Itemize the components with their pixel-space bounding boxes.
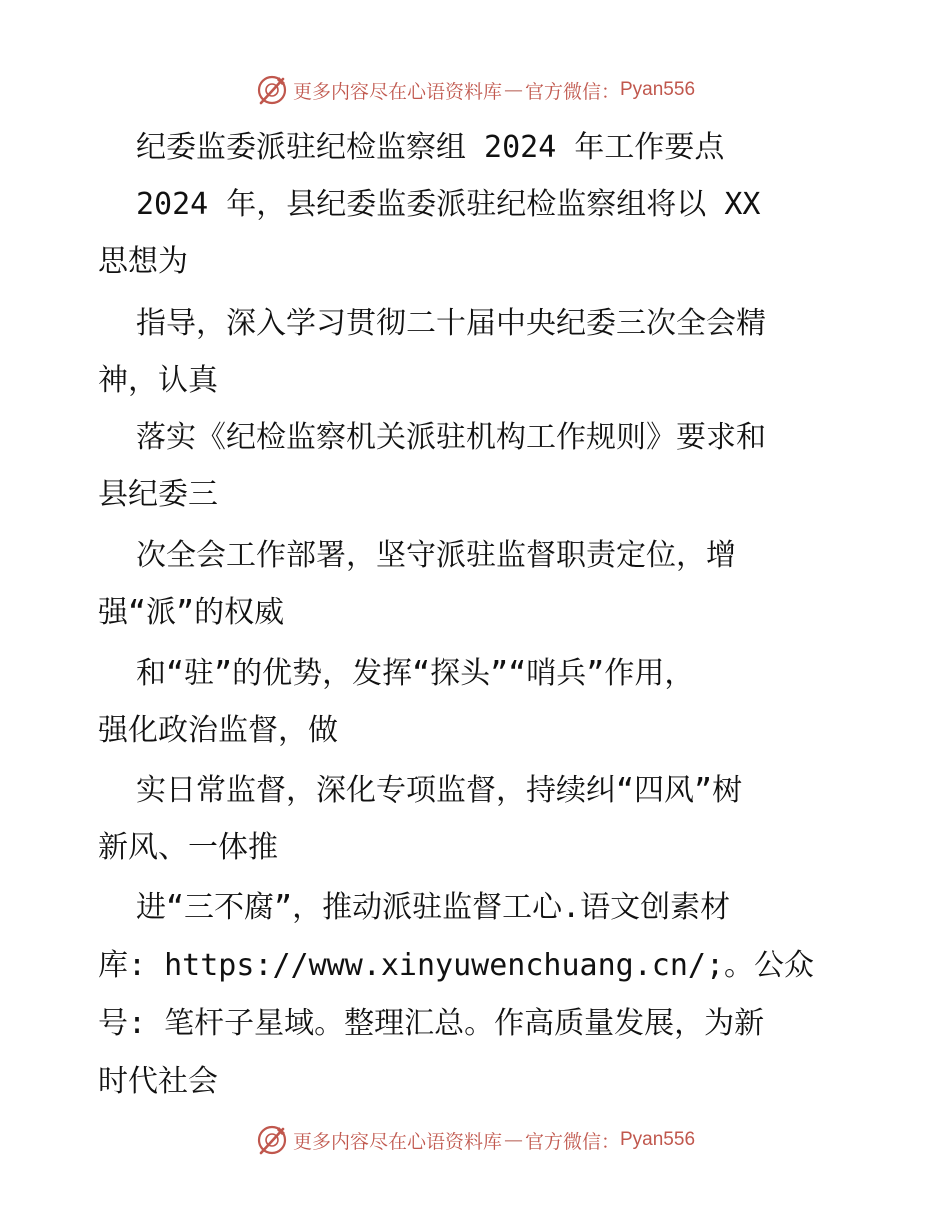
doc-line: 时代社会 (98, 1064, 218, 1099)
doc-line: 神，认真 (98, 363, 218, 398)
banner-dash: — (503, 79, 523, 101)
doc-line: 库: https://www.xinyuwenchuang.cn/;。公众 (98, 948, 815, 983)
doc-line: 次全会工作部署，坚守派驻监督职责定位，增 (136, 538, 736, 573)
header-watermark-banner (0, 70, 950, 110)
banner-sub-text: 官方微信： (524, 1130, 620, 1153)
banner-main-text: 更多内容尽在心语资料库 (292, 1130, 502, 1153)
pen-logo-icon (255, 1123, 289, 1157)
doc-line: 指导，深入学习贯彻二十届中央纪委三次全会精 (136, 306, 766, 341)
banner-main-text: 更多内容尽在心语资料库 (292, 80, 502, 103)
pen-logo-icon (255, 73, 289, 107)
doc-line: 实日常监督，深化专项监督，持续纠“四风”树 (136, 773, 743, 808)
doc-line: 县纪委三 (98, 477, 218, 512)
doc-line: 强“派”的权威 (98, 595, 285, 630)
banner-dash: — (503, 1129, 523, 1151)
doc-line: 新风、一体推 (98, 830, 278, 865)
doc-line: 思想为 (98, 244, 188, 279)
footer-watermark-banner (0, 1120, 950, 1160)
banner-sub-text: 官方微信： (524, 80, 620, 103)
doc-line: 进“三不腐”，推动派驻监督工心.语文创素材 (136, 890, 731, 925)
doc-title: 纪委监委派驻纪检监察组 2024 年工作要点 (136, 130, 725, 165)
banner-wechat-id: Pyan556 (620, 1129, 696, 1150)
doc-line: 落实《纪检监察机关派驻机构工作规则》要求和 (136, 420, 766, 455)
doc-line: 2024 年，县纪委监委派驻纪检监察组将以 XX (136, 187, 761, 222)
doc-line: 和“驻”的优势，发挥“探头”“哨兵”作用， (136, 656, 695, 691)
doc-line: 号: 笔杆子星域。整理汇总。作高质量发展，为新 (98, 1006, 765, 1041)
banner-wechat-id: Pyan556 (620, 79, 696, 100)
doc-line: 强化政治监督，做 (98, 713, 338, 748)
